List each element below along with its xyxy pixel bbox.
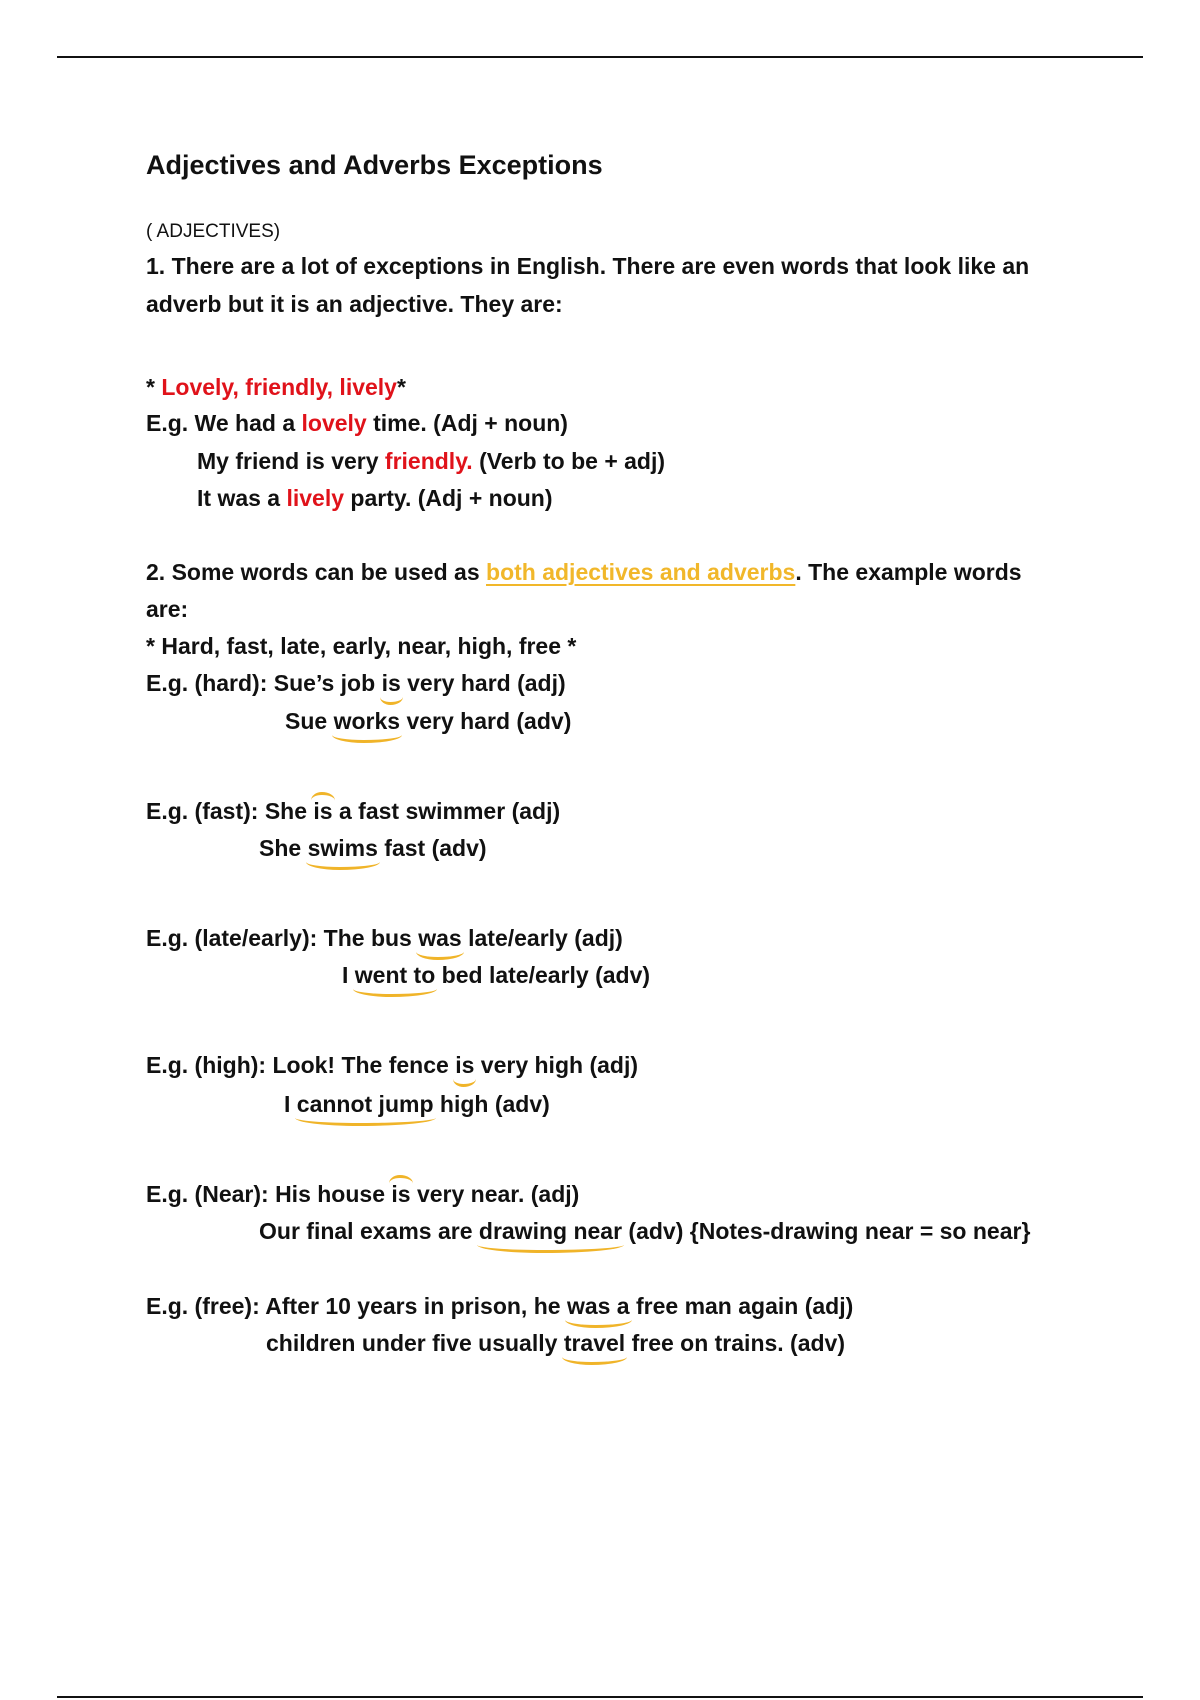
example-late-early-adv: I went to bed late/early (adv): [342, 962, 651, 988]
underline-mark: travel: [563, 1330, 626, 1356]
example-high-adv: I cannot jump high (adv): [284, 1091, 550, 1117]
underline-mark: works: [333, 708, 401, 734]
underline-mark: drawing near: [478, 1218, 623, 1244]
point1-example-1: E.g. We had a lovely time. (Adj + noun): [146, 410, 568, 436]
point1-example-2: My friend is very friendly. (Verb to be + adj): [197, 448, 666, 474]
bottom-rule: [57, 1696, 1143, 1698]
underline-mark: went to: [354, 962, 436, 988]
example-near-adj: E.g. (Near): His house is very near. (adj): [146, 1181, 580, 1207]
point1-word-list: * Lovely, friendly, lively*: [146, 374, 406, 400]
highlight-both: both adjectives and adverbs: [486, 559, 796, 585]
underline-mark: is: [381, 670, 401, 696]
example-high-adj: E.g. (high): Look! The fence is very high (adj): [146, 1052, 638, 1078]
underline-mark: was: [418, 925, 462, 951]
example-free-adv: children under five usually travel free on trains. (adv): [266, 1330, 846, 1356]
point2-line1: 2. Some words can be used as both adjectives and adverbs. The example words: [146, 559, 1022, 585]
example-late-early-adj: E.g. (late/early): The bus was late/early (adj): [146, 925, 623, 951]
overline-mark: is: [391, 1181, 411, 1207]
underline-mark: is: [455, 1052, 475, 1078]
example-fast-adv: She swims fast (adv): [259, 835, 487, 861]
overline-mark: is: [313, 798, 333, 824]
section-label: ( ADJECTIVES): [146, 221, 281, 242]
underline-mark: swims: [307, 835, 378, 861]
top-rule: [57, 56, 1143, 58]
point1-line2: adverb but it is an adjective. They are:: [146, 291, 563, 317]
example-near-adv: Our final exams are drawing near (adv) {Notes-drawing near = so near}: [259, 1218, 1031, 1244]
example-free-adj: E.g. (free): After 10 years in prison, he was a free man again (adj): [146, 1293, 854, 1319]
point1-example-3: It was a lively party. (Adj + noun): [197, 485, 553, 511]
page-title: Adjectives and Adverbs Exceptions: [146, 150, 603, 180]
point2-line2: are:: [146, 596, 189, 622]
example-fast-adj: E.g. (fast): She is a fast swimmer (adj): [146, 798, 561, 824]
example-hard-adv: Sue works very hard (adv): [285, 708, 572, 734]
underline-mark: cannot jump: [296, 1091, 434, 1117]
example-hard-adj: E.g. (hard): Sue’s job is very hard (adj): [146, 670, 566, 696]
underline-mark: was a: [566, 1293, 630, 1319]
point1-line1: 1. There are a lot of exceptions in English. There are even words that look like an: [146, 253, 1030, 279]
point2-word-list: * Hard, fast, late, early, near, high, free *: [146, 633, 577, 659]
